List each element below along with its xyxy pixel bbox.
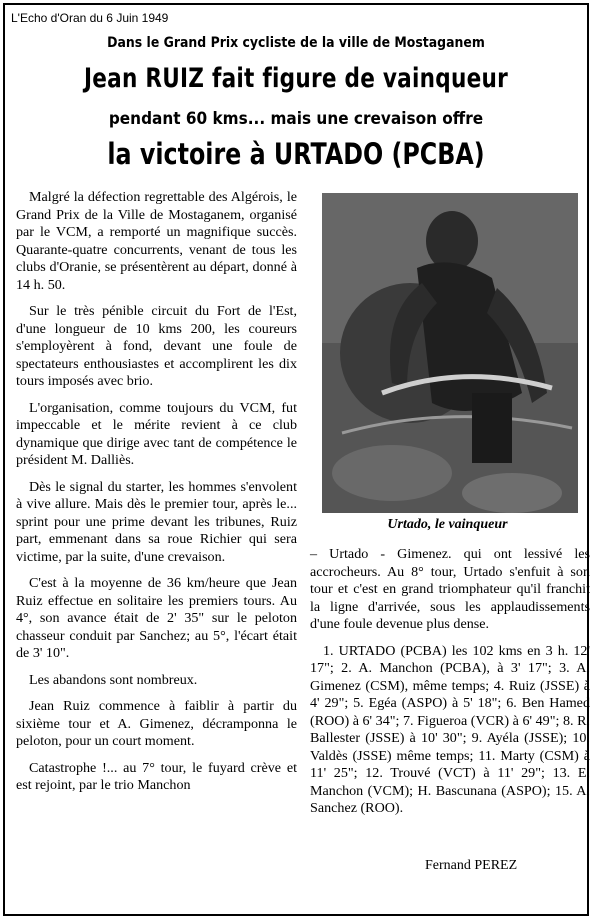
- source-line: L'Echo d'Oran du 6 Juin 1949: [11, 11, 169, 25]
- paragraph: Malgré la défection regrettable des Algérois, le Grand Prix de la Ville de Mostaganem, organisé par le VCM, a remporté un magnifique succès. Quarante-quatre concurrents, venant de tous les clubs d'Oranie, se présentèrent au départ, donné à 14 h. 50.: [16, 189, 297, 293]
- cyclist-photo: [322, 193, 578, 513]
- paragraph: Dès le signal du starter, les hommes s'envolent à vive allure. Mais dès le premier tour, après le... sprint pour une prime devant les tribunes, Ruiz part, emmenant dans sa roue Richier qui sera victime, par la suite, d'une crevaison.: [16, 478, 297, 565]
- left-column: [16, 189, 297, 911]
- newspaper-clipping: [3, 3, 589, 916]
- paragraph: Les abandons sont nombreux.: [29, 671, 198, 688]
- cyclist-photo-icon: [322, 193, 578, 513]
- paragraph: Sur le très pénible circuit du Fort de l'Est, d'une longueur de 10 kms 200, les coureurs s'employèrent à fond, devant une foule de spectateurs enthousiastes et accomplirent les dix tours imposés avec brio.: [16, 303, 297, 389]
- paragraph: C'est à la moyenne de 36 km/heure que Jean Ruiz effectue en solitaire les premiers tours. Au 4°, son avance était de 2' 35" sur le peloton chasseur conduit par Sanchez; au 5°, l'écart était de 3' 10".: [16, 575, 297, 661]
- paragraph: – Urtado - Gimenez. qui ont lessivé les accrocheurs. Au 8° tour, Urtado s'enfuit à son tour et c'est en grand triomphateur qu'il franchit la ligne d'arrivée, sous les applaudissements d'une foule devenue plus dense.: [310, 546, 590, 632]
- deck-headline: pendant 60 kms... mais une crevaison offre: [108, 109, 484, 129]
- paragraph: Catastrophe !... au 7° tour, le fuyard crève et est rejoint, par le trio Manchon: [16, 759, 297, 793]
- kicker-headline: Dans le Grand Prix cycliste de la ville de Mostaganem: [107, 35, 485, 51]
- photo-caption: Urtado, le vainqueur: [387, 517, 508, 532]
- author-byline: Fernand PEREZ: [425, 858, 518, 873]
- paragraph: Jean Ruiz commence à faiblir à partir du sixième tour et A. Gimenez, décramponna le peloton, pour un court moment.: [16, 698, 297, 749]
- main-headline: Jean RUIZ fait figure de vainqueur: [84, 63, 508, 94]
- results-paragraph: 1. URTADO (PCBA) les 102 kms en 3 h. 12' 17"; 2. A. Manchon (PCBA), à 3' 17"; 3. A. Gimenez (CSM), même temps; 4. Ruiz (JSSE) à 4' 29"; 5. Egéa (ASPO) à 5' 18"; 6. Ben Hamed (ROO) à 6' 34"; 7. Figueroa (VCR) à 6' 49"; 8. R. Ballester (JSSE) à 10' 30"; 9. Ayéla (JSSE); 10. Valdès (JSSE) même temps; 11. Marty (CSM) à 11' 25"; 12. Trouvé (VCT) à 11' 29"; 13. E. Manchon (VCM); H. Bascunana (ASPO); 15. A. Sanchez (ROO).: [310, 642, 590, 816]
- right-column: [310, 546, 590, 911]
- paragraph: L'organisation, comme toujours du VCM, fut impeccable et le mérite revient à ce club dynamique que dirige avec tant de compétence le président M. Dalliès.: [16, 399, 297, 468]
- second-headline: la victoire à URTADO (PCBA): [107, 137, 485, 171]
